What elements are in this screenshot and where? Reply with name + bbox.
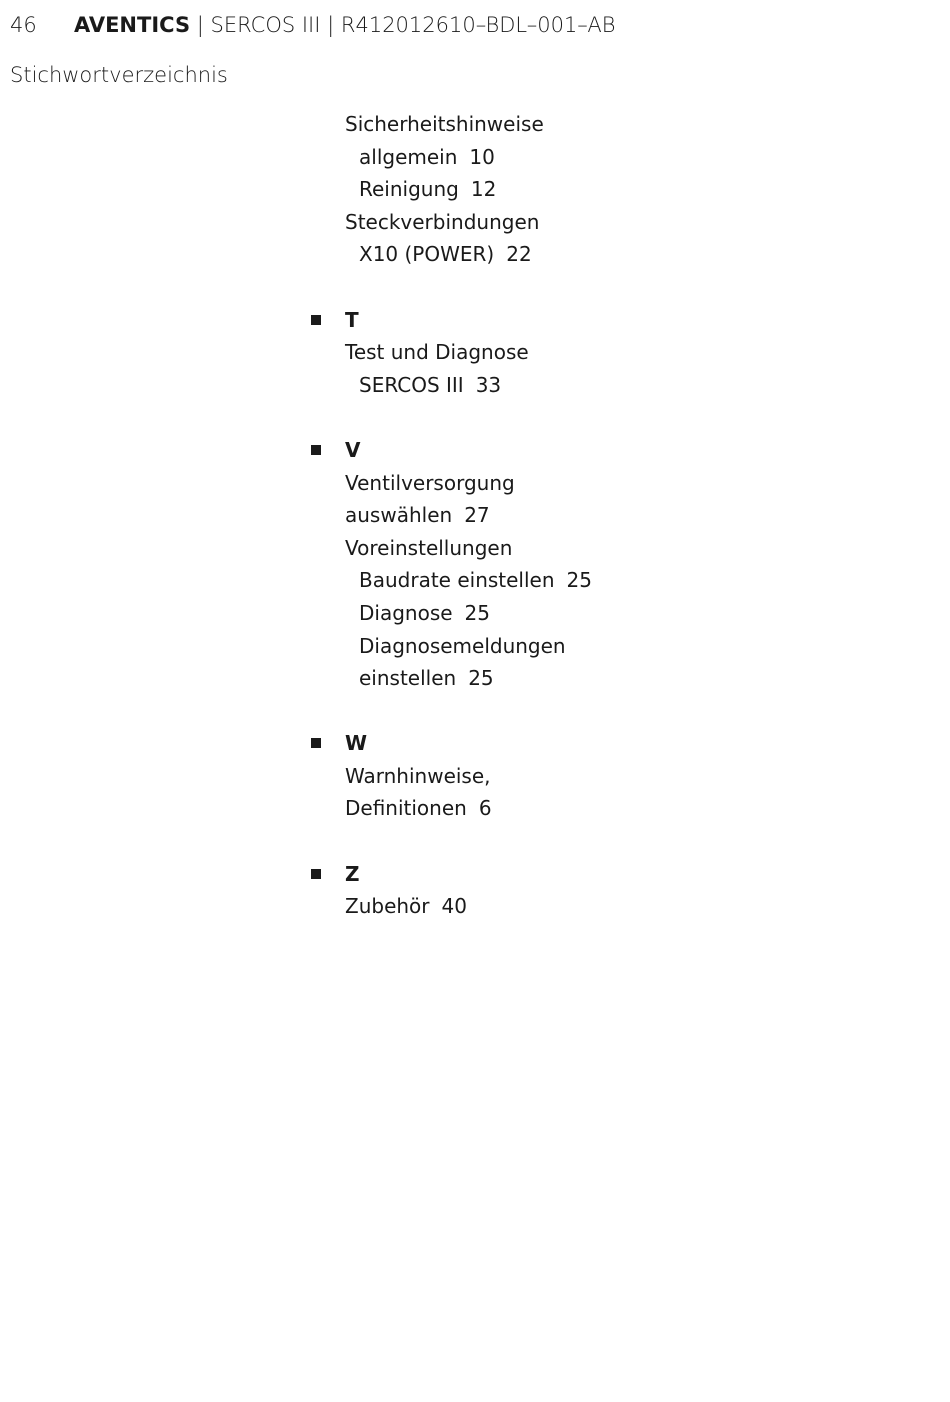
index-term: X10 (POWER) [359, 242, 495, 267]
index-subentry [345, 173, 865, 206]
index-subentry [345, 238, 865, 271]
index-term: Reinigung [359, 177, 459, 202]
section-title: Stichwortverzeichnis [10, 63, 228, 87]
index-subentry [345, 662, 865, 695]
index-term: allgemein [359, 144, 458, 169]
index-term: Voreinstellungen [345, 535, 513, 560]
index-letter: W [345, 731, 368, 756]
index-letter: V [345, 437, 361, 462]
index-page-number: 25 [566, 568, 592, 593]
document-id: R412012610–BDL–001–AB [340, 13, 616, 37]
index-subentry [345, 141, 865, 174]
square-bullet-icon [311, 315, 321, 325]
index-page-number: 40 [441, 894, 467, 919]
index-term: Diagnose [359, 600, 453, 625]
index-entry [345, 206, 865, 239]
index-term: auswählen [345, 503, 453, 528]
index-term: Baudrate einstellen [359, 568, 555, 593]
index-page-number: 6 [478, 796, 492, 821]
page-header [10, 12, 615, 38]
header-separator: | [190, 13, 211, 37]
index-term: Ventilversorgung [345, 470, 515, 495]
index-letter-t [345, 304, 865, 337]
index-term: Definitionen [345, 796, 467, 821]
index-column [345, 108, 865, 923]
index-page-number: 10 [469, 144, 495, 169]
index-page-number: 25 [468, 666, 494, 691]
index-subentry [345, 630, 865, 663]
index-term: Diagnosemeldungen [359, 633, 566, 658]
index-page-number: 27 [464, 503, 490, 528]
index-term: Sicherheitshinweise [345, 112, 544, 136]
index-page-number: 12 [470, 177, 497, 202]
square-bullet-icon [311, 738, 321, 748]
index-entry [345, 890, 865, 923]
index-subentry [345, 564, 865, 597]
index-letter-v [345, 434, 865, 467]
index-term: SERCOS III [359, 372, 464, 397]
index-letter-w [345, 727, 865, 760]
index-entry [345, 108, 865, 141]
index-subentry [345, 597, 865, 630]
index-term: Test und Diagnose [345, 340, 529, 365]
index-page-number: 22 [506, 242, 532, 267]
index-page-number: 33 [475, 372, 502, 397]
index-term: einstellen [359, 666, 457, 691]
index-letter: T [345, 307, 359, 332]
index-subentry [345, 369, 865, 402]
index-entry [345, 532, 865, 565]
index-entry [345, 467, 865, 500]
index-page-number: 25 [464, 600, 490, 625]
index-letter-z [345, 858, 865, 891]
square-bullet-icon [311, 869, 321, 879]
page-number: 46 [10, 13, 37, 37]
index-entry [345, 499, 865, 532]
square-bullet-icon [311, 445, 321, 455]
product-name: SERCOS III [210, 13, 321, 37]
brand-name: AVENTICS [74, 13, 191, 37]
index-entry [345, 760, 865, 793]
header-separator: | [320, 13, 341, 37]
index-entry [345, 336, 865, 369]
index-term: Steckverbindungen [345, 209, 540, 234]
index-term: Zubehör [345, 894, 430, 919]
index-term: Warnhinweise, [345, 763, 491, 788]
index-letter: Z [345, 861, 360, 886]
index-entry [345, 792, 865, 825]
